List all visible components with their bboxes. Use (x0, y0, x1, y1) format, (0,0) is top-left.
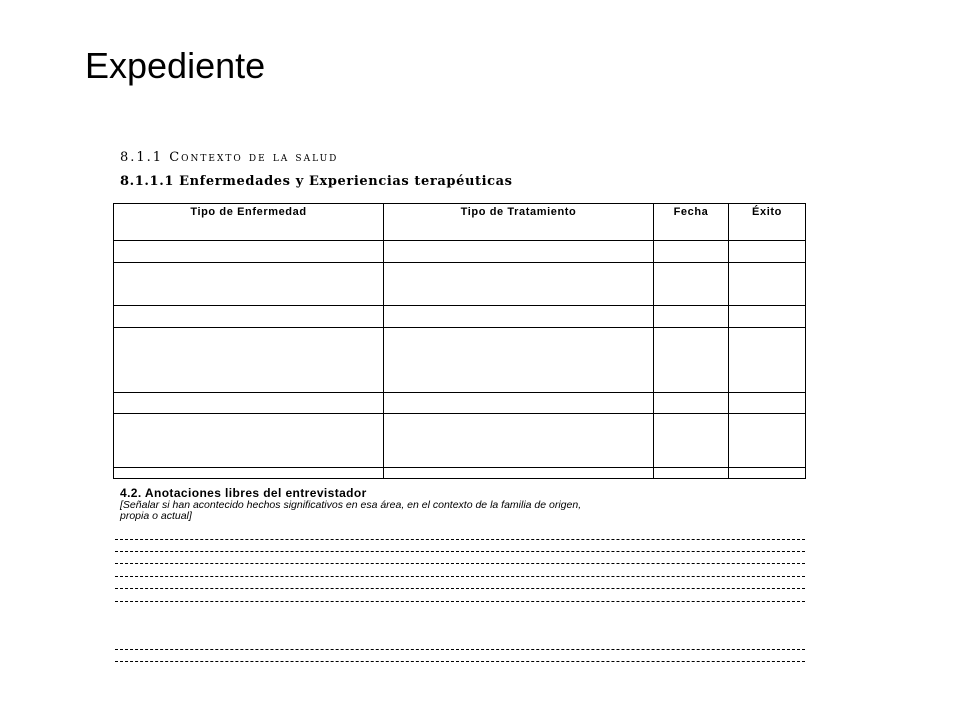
column-header-success: Éxito (729, 204, 806, 241)
notes-hint-line: [Señalar si han acontecido hechos significativos en esa área, en el contexto de la familia de origen, (120, 499, 582, 511)
table-row (114, 263, 806, 306)
table-cell[interactable] (729, 306, 806, 328)
table-cell[interactable] (114, 241, 384, 263)
section-heading: 8.1.1 Contexto de la salud (120, 150, 339, 165)
column-header-illness-type: Tipo de Enfermedad (114, 204, 384, 241)
table-cell[interactable] (384, 241, 654, 263)
slide-title: Expediente (85, 45, 266, 86)
notes-dashed-line[interactable] (115, 661, 805, 662)
table-cell[interactable] (654, 241, 729, 263)
table-cell[interactable] (114, 414, 384, 468)
table-cell[interactable] (384, 263, 654, 306)
column-header-treatment-type: Tipo de Tratamiento (384, 204, 654, 241)
table-cell[interactable] (114, 263, 384, 306)
table-cell[interactable] (114, 393, 384, 414)
interviewer-notes-section (120, 487, 820, 522)
table-row (114, 328, 806, 393)
table-cell[interactable] (654, 263, 729, 306)
notes-heading: 4.2. Anotaciones libres del entrevistador (120, 486, 367, 500)
notes-dashed-line[interactable] (115, 588, 805, 589)
table-cell[interactable] (729, 241, 806, 263)
notes-dashed-line[interactable] (115, 601, 805, 602)
table-cell[interactable] (729, 393, 806, 414)
table-row (114, 241, 806, 263)
notes-dashed-line[interactable] (115, 576, 805, 577)
table-cell[interactable] (384, 414, 654, 468)
table-cell[interactable] (384, 306, 654, 328)
table-cell[interactable] (654, 393, 729, 414)
table-cell[interactable] (729, 328, 806, 393)
table-cell[interactable] (729, 263, 806, 306)
table-cell[interactable] (729, 468, 806, 479)
table-row (114, 468, 806, 479)
table-cell[interactable] (114, 468, 384, 479)
notes-hint-line: propia o actual] (120, 510, 192, 522)
table-cell[interactable] (729, 414, 806, 468)
table-row (114, 414, 806, 468)
subsection-heading: 8.1.1.1 Enfermedades y Experiencias terapéuticas (120, 174, 513, 189)
health-experiences-table (113, 203, 806, 479)
table-cell[interactable] (114, 328, 384, 393)
table-cell[interactable] (654, 414, 729, 468)
table-cell[interactable] (114, 306, 384, 328)
table-cell[interactable] (654, 468, 729, 479)
table-cell[interactable] (654, 306, 729, 328)
table-cell[interactable] (384, 468, 654, 479)
table-cell[interactable] (384, 328, 654, 393)
notes-dashed-line[interactable] (115, 563, 805, 564)
notes-dashed-line[interactable] (115, 539, 805, 540)
column-header-date: Fecha (654, 204, 729, 241)
table-cell[interactable] (654, 328, 729, 393)
table-row (114, 393, 806, 414)
notes-dashed-line[interactable] (115, 649, 805, 650)
table-header-row (114, 204, 806, 241)
notes-dashed-line[interactable] (115, 551, 805, 552)
table-cell[interactable] (384, 393, 654, 414)
table-row (114, 306, 806, 328)
